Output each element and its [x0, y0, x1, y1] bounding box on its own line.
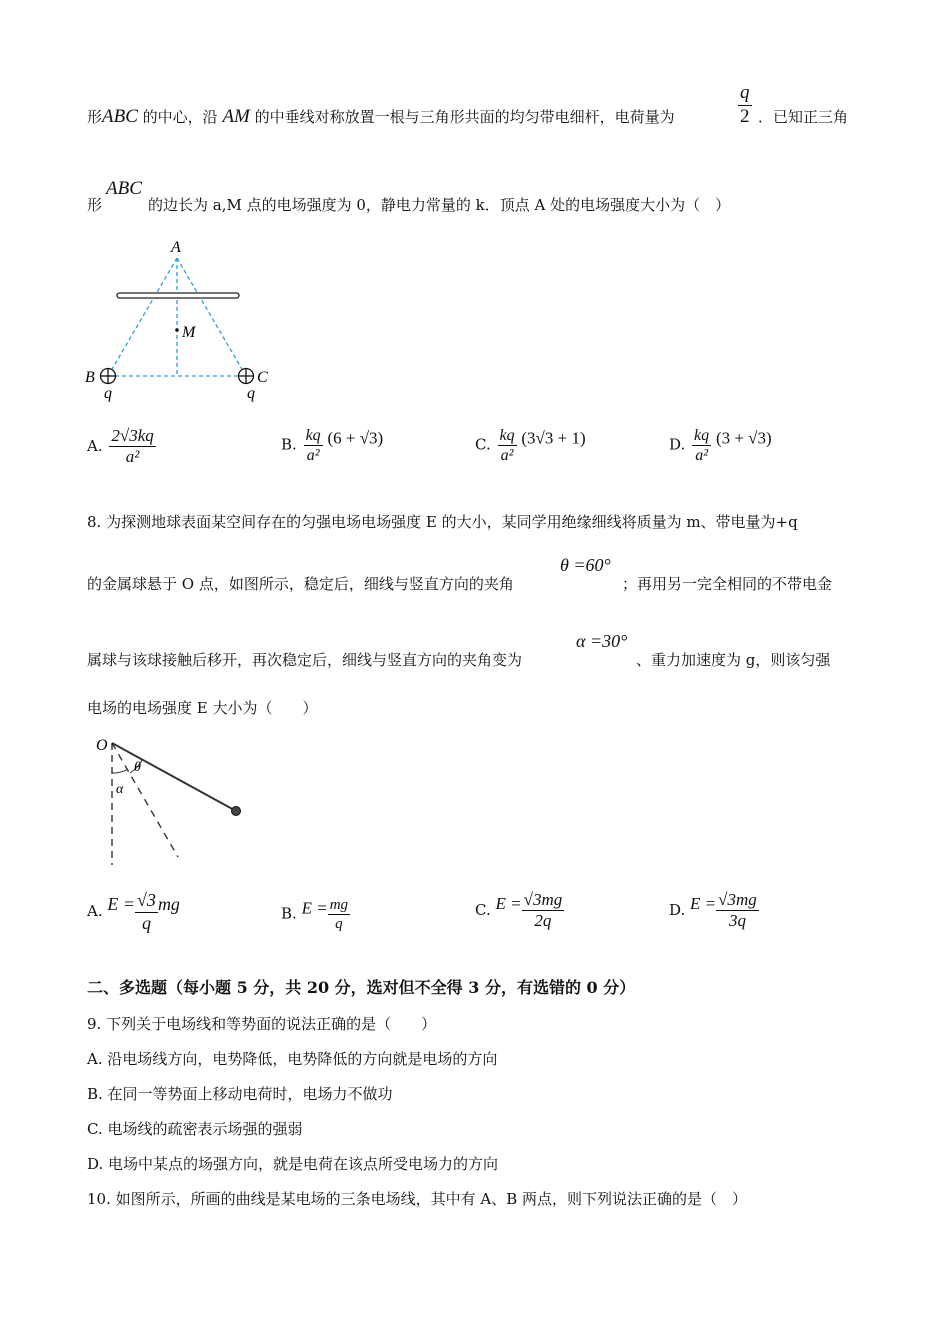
abc-label-raised: ABC	[106, 178, 142, 199]
q7-line1: 形ABC 的中心，沿 AM 的中垂线对称放置一根与三角形共面的均匀带电细杆，电荷量为	[87, 106, 675, 127]
charge-b-symbol	[101, 369, 116, 384]
charged-ball	[232, 807, 241, 816]
q9-stem: 9. 下列关于电场线和等势面的说法正确的是（ ）	[87, 1015, 437, 1033]
q7-line2: 形	[87, 196, 103, 214]
charge-b-label: q	[104, 385, 112, 402]
label-alpha: α	[116, 782, 124, 797]
am-label: AM	[222, 106, 250, 127]
side-ac	[177, 258, 246, 376]
q8-option-a[interactable]: A. E = $\frac{√3}{q}$ mg	[87, 890, 180, 933]
q7-option-d[interactable]: D. $\frac{kq}{\text{a²}}$ (3 + √3)	[669, 427, 772, 465]
label-a: A	[171, 239, 181, 256]
q7-line2-text: 的边长为 a,M 点的电场强度为 0，静电力常量的 k．顶点 A 处的电场强度大小为（ ）	[148, 196, 731, 214]
q8-option-d[interactable]: D. E = $\frac{√3mg}{3q}$	[669, 890, 757, 931]
q9-option-a[interactable]: A. 沿电场线方向，电势降低，电势降低的方向就是电场的方向	[87, 1050, 498, 1068]
pendulum-figure	[90, 733, 260, 868]
q8-line1: 8. 为探测地球表面某空间存在的匀强电场电场强度 E 的大小，某同学用绝缘细线将质量为 m、带电量为+q	[87, 513, 798, 531]
q7-option-c[interactable]: C. $\frac{kq}{\text{a²}}$ (3√3 + 1)	[475, 427, 586, 465]
label-m: M	[182, 324, 196, 341]
label-c: C	[257, 369, 268, 386]
charged-rod	[117, 293, 239, 298]
q8-option-c[interactable]: C. E = $\frac{√3mg}{2q}$	[475, 890, 563, 931]
point-m	[175, 328, 179, 332]
triangle-figure	[80, 230, 290, 405]
alpha-arc	[112, 769, 128, 773]
q9-option-b[interactable]: B. 在同一等势面上移动电荷时，电场力不做功	[87, 1085, 393, 1103]
label-b: B	[85, 369, 95, 386]
q7-option-b[interactable]: B. $\frac{kq}{\text{a²}}$ (6 + √3)	[281, 427, 384, 465]
charge-c-label: q	[247, 385, 255, 402]
abc-label: ABC	[102, 106, 138, 127]
q8-line2: 的金属球悬于 O 点，如图所示，稳定后，细线与竖直方向的夹角	[87, 575, 514, 593]
q7-line1-end: ．已知正三角	[758, 108, 849, 126]
label-o: O	[96, 737, 108, 754]
q9-option-c[interactable]: C. 电场线的疏密表示场强的强弱	[87, 1120, 303, 1138]
q8-line2-end: ；再用另一完全相同的不带电金	[622, 575, 833, 593]
theta-expression: θ =60°	[560, 555, 611, 575]
q10-stem: 10. 如图所示，所画的曲线是某电场的三条电场线，其中有 A、B 两点，则下列说法正确的是（ ）	[87, 1190, 748, 1208]
alpha-expression: α =30°	[576, 631, 628, 651]
label-theta: θ	[134, 760, 141, 775]
q8-line4: 电场的电场强度 E 大小为（ ）	[87, 699, 318, 717]
q7-option-a[interactable]: A. $\frac{2√3kq}{\text{a²}}$	[87, 426, 154, 467]
q8-line3: 属球与该球接触后移开，再次稳定后，细线与竖直方向的夹角变为	[87, 651, 523, 669]
q8-option-b[interactable]: B. E = $\frac{mg}{q}$	[281, 897, 349, 932]
q9-option-d[interactable]: D. 电场中某点的场强方向，就是电荷在该点所受电场力的方向	[87, 1155, 499, 1173]
side-ab	[108, 258, 177, 376]
string-line	[112, 743, 236, 811]
q8-line3-end: 、重力加速度为 g，则该匀强	[636, 651, 831, 669]
charge-c-symbol	[239, 369, 254, 384]
charge-fraction: $\frac{q}{2}$	[740, 82, 750, 127]
section-heading: 二、多选题（每小题 5 分，共 20 分，选对但不全得 3 分，有选错的 0 分）	[87, 978, 636, 997]
